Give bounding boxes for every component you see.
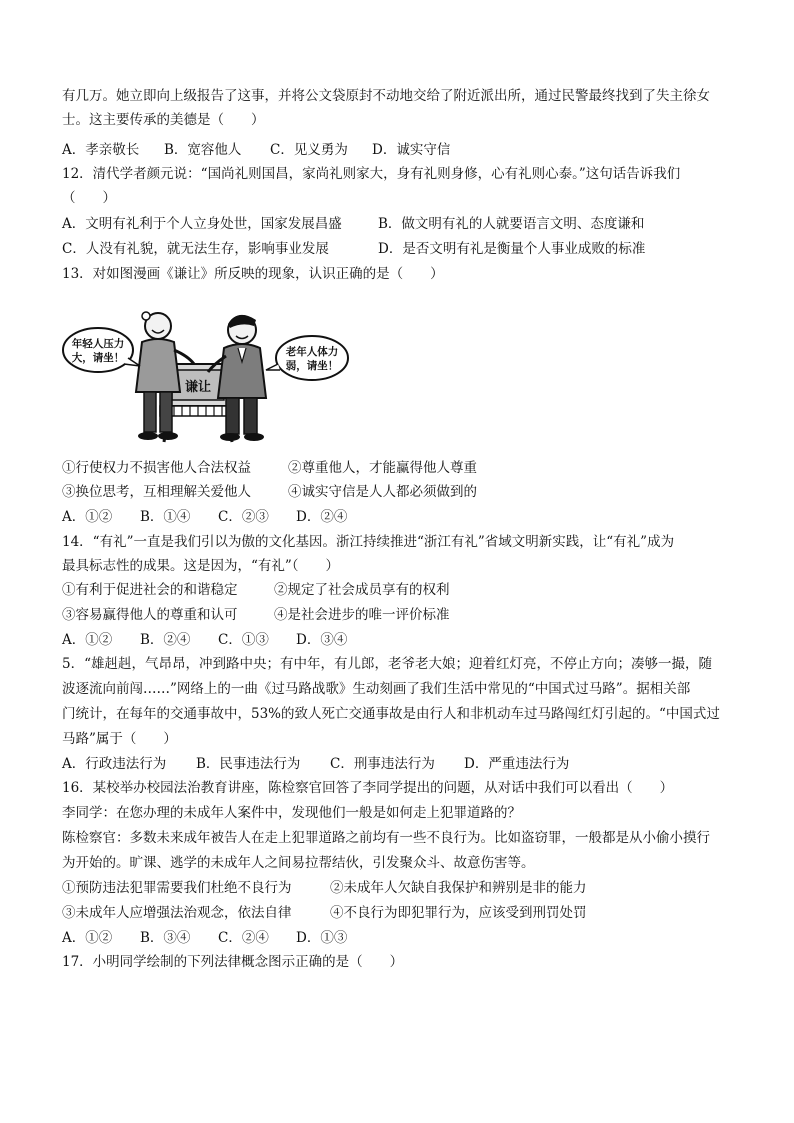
q11-option-b: B．宽容他人 <box>164 142 242 158</box>
q14-item-1: ①有利于促进社会的和谐稳定 <box>62 582 238 598</box>
q15-line-1: 5．“雄赳赳，气昂昂，冲到路中央；有中年，有儿郎，老爷老大娘；迎着红灯亮，不停止方向；凑够一撮，随 <box>62 656 712 672</box>
q16-item-2: ②未成年人欠缺自我保护和辨别是非的能力 <box>330 880 587 896</box>
q15-option-c: C．刑事违法行为 <box>330 756 435 772</box>
bubble-left-line-1: 年轻人压力 <box>71 338 125 350</box>
q16-option-d: D．①③ <box>296 930 348 946</box>
q16-line-4: 为开始的。旷课、逃学的未成年人之间易拉帮结伙，引发聚众斗、故意伤害等。 <box>62 855 535 871</box>
q16-line-1: 16．某校举办校园法治教育讲座，陈检察官回答了李同学提出的问题，从对话中我们可以看出（ ） <box>62 780 674 796</box>
q12-option-c: C．人没有礼貌，就无法生存，影响事业发展 <box>62 241 329 257</box>
q14-option-a: A．①② <box>62 632 113 648</box>
q17-stem: 17．小明同学绘制的下列法律概念图示正确的是（ ） <box>62 954 404 970</box>
q14-option-b: B．②④ <box>140 632 191 648</box>
q15-line-4: 马路”属于（ ） <box>62 731 177 747</box>
bubble-right-line-2: 弱，请坐！ <box>285 360 339 372</box>
q13-option-a: A．①② <box>62 509 113 525</box>
q13-item-3: ③换位思考，互相理解关爱他人 <box>62 484 251 500</box>
q14-option-c: C．①③ <box>218 632 269 648</box>
q16-option-c: C．②④ <box>218 930 269 946</box>
bubble-right-line-1: 老年人体力 <box>285 346 339 358</box>
q13-option-b: B．①④ <box>140 509 191 525</box>
q16-option-a: A．①② <box>62 930 113 946</box>
q11-option-a: A．孝亲敬长 <box>62 142 140 158</box>
q13-option-d: D．②④ <box>296 509 348 525</box>
q11-line-1: 有几万。她立即向上级报告了这事，并将公文袋原封不动地交给了附近派出所，通过民警最终找到了失主徐女 <box>62 88 710 104</box>
q13-item-4: ④诚实守信是人人都必须做到的 <box>288 484 477 500</box>
q15-option-a: A．行政违法行为 <box>62 756 167 772</box>
q16-item-3: ③未成年人应增强法治观念，依法自律 <box>62 905 292 921</box>
q13-item-1: ①行使权力不损害他人合法权益 <box>62 460 251 476</box>
bubble-left-line-2: 大，请坐！ <box>71 352 125 364</box>
q11-option-c: C．见义勇为 <box>270 142 348 158</box>
q14-item-2: ②规定了社会成员享有的权利 <box>274 582 450 598</box>
q11-line-2: 士。这主要传承的美德是（ ） <box>62 112 265 128</box>
q11-option-d: D．诚实守信 <box>372 142 451 158</box>
cartoon-modesty-image <box>62 302 352 446</box>
q15-option-b: B．民事违法行为 <box>196 756 301 772</box>
q16-line-3: 陈检察官：多数未来成年被告人在走上犯罪道路之前均有一些不良行为。比如盗窃罪，一般都是从小偷小摸行 <box>62 830 710 846</box>
q14-line-2: 最具标志性的成果。这是因为，“有礼”（ ） <box>62 558 340 574</box>
q14-option-d: D．③④ <box>296 632 348 648</box>
q13-option-c: C．②③ <box>218 509 269 525</box>
q16-option-b: B．③④ <box>140 930 191 946</box>
q13-stem: 13．对如图漫画《谦让》所反映的现象，认识正确的是（ ） <box>62 266 444 282</box>
q15-line-3: 门统计，在每年的交通事故中，53%的致人死亡交通事故是由行人和非机动车过马路闯红灯引起的。“中国式过 <box>62 706 720 722</box>
q14-line-1: 14．“有礼”一直是我们引以为傲的文化基因。浙江持续推进“浙江有礼”省域文明新实践，让“有礼”成为 <box>62 534 675 550</box>
q12-line-2: （ ） <box>62 190 116 206</box>
q12-option-b: B．做文明有礼的人就要语言文明、态度谦和 <box>378 216 645 232</box>
q16-item-1: ①预防违法犯罪需要我们杜绝不良行为 <box>62 880 292 896</box>
q13-item-2: ②尊重他人，才能赢得他人尊重 <box>288 460 477 476</box>
q12-option-d: D．是否文明有礼是衡量个人事业成败的标准 <box>378 241 646 257</box>
q14-item-3: ③容易赢得他人的尊重和认可 <box>62 607 238 623</box>
q12-line-1: 12．清代学者颜元说：“国尚礼则国昌，家尚礼则家大，身有礼则身修，心有礼则心泰。”这句话告诉我们 <box>62 166 681 182</box>
q16-item-4: ④不良行为即犯罪行为，应该受到刑罚处罚 <box>330 905 587 921</box>
q15-line-2: 波逐流向前闯……”网络上的一曲《过马路战歌》生动刻画了我们生活中常见的“中国式过马路”。据相关部 <box>62 681 691 697</box>
q16-line-2: 李同学：在您办理的未成年人案件中，发现他们一般是如何走上犯罪道路的？ <box>62 805 521 821</box>
q14-item-4: ④是社会进步的唯一评价标准 <box>274 607 450 623</box>
q15-option-d: D．严重违法行为 <box>464 756 570 772</box>
seat-label: 谦让 <box>184 380 212 395</box>
q12-option-a: A．文明有礼利于个人立身处世，国家发展昌盛 <box>62 216 342 232</box>
